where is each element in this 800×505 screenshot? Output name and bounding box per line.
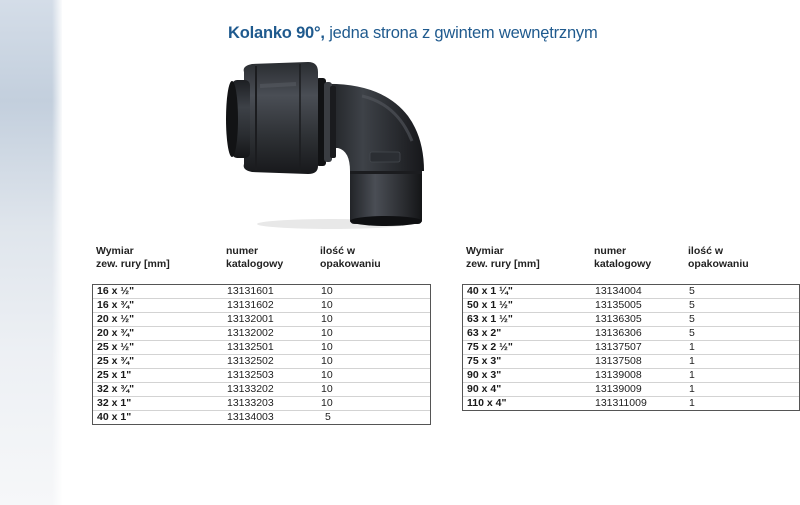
catalog-cell: 13139009	[595, 383, 642, 395]
catalog-cell: 13132503	[227, 369, 274, 381]
quantity-cell: 5	[689, 327, 695, 339]
quantity-cell: 1	[689, 341, 695, 353]
catalog-cell: 13132002	[227, 327, 274, 339]
size-cell: 63 x 1 ½"	[467, 313, 513, 325]
header-size: Wymiar zew. rury [mm]	[466, 245, 540, 270]
page-title-rest: jedna strona z gwintem wewnętrznym	[329, 24, 598, 42]
table-row	[463, 299, 799, 313]
catalog-cell: 13136306	[595, 327, 642, 339]
table-row	[463, 369, 799, 383]
size-cell: 16 x ¾"	[97, 299, 135, 311]
catalog-cell: 13135005	[595, 299, 642, 311]
size-cell: 75 x 2 ½"	[467, 341, 513, 353]
catalog-cell: 13131602	[227, 299, 274, 311]
catalog-cell: 13139008	[595, 369, 642, 381]
quantity-cell: 10	[321, 299, 333, 311]
table-row	[93, 313, 430, 327]
quantity-cell: 1	[689, 383, 695, 395]
size-cell: 20 x ¾"	[97, 327, 135, 339]
quantity-cell: 10	[321, 397, 333, 409]
catalog-cell: 13132001	[227, 313, 274, 325]
size-cell: 20 x ½"	[97, 313, 135, 325]
catalog-cell: 13132501	[227, 341, 274, 353]
size-cell: 32 x ¾"	[97, 383, 135, 395]
header-quantity: ilość w opakowaniu	[320, 245, 381, 270]
table-row	[463, 383, 799, 397]
quantity-cell: 10	[321, 355, 333, 367]
size-cell: 25 x ½"	[97, 341, 135, 353]
size-cell: 25 x ¾"	[97, 355, 135, 367]
quantity-cell: 10	[321, 313, 333, 325]
table-row	[463, 397, 799, 410]
table-row	[93, 327, 430, 341]
quantity-cell: 10	[321, 369, 333, 381]
catalog-cell: 13137508	[595, 355, 642, 367]
size-cell: 90 x 3"	[467, 369, 502, 381]
table-row	[463, 285, 799, 299]
page-title	[228, 24, 598, 43]
elbow-fitting-image	[212, 56, 437, 231]
header-quantity: ilość w opakowaniu	[688, 245, 749, 270]
quantity-cell: 5	[689, 285, 695, 297]
table-row	[463, 341, 799, 355]
quantity-cell: 1	[689, 355, 695, 367]
quantity-cell: 1	[689, 369, 695, 381]
table-row	[93, 369, 430, 383]
table-row	[93, 355, 430, 369]
table-row	[463, 313, 799, 327]
table-body	[462, 284, 800, 411]
size-cell: 75 x 3"	[467, 355, 502, 367]
size-cell: 25 x 1"	[97, 369, 132, 381]
catalog-cell: 13131601	[227, 285, 274, 297]
decorative-side-band	[0, 0, 62, 505]
page-title-bold: Kolanko 90°,	[228, 24, 325, 42]
size-cell: 16 x ½"	[97, 285, 135, 297]
quantity-cell: 1	[689, 397, 695, 409]
catalog-cell: 13137507	[595, 341, 642, 353]
table-header	[462, 245, 800, 281]
catalog-cell: 13133203	[227, 397, 274, 409]
size-cell: 90 x 4"	[467, 383, 502, 395]
size-table-left	[92, 245, 431, 425]
header-catalog: numer katalogowy	[594, 245, 652, 270]
catalog-cell: 13133202	[227, 383, 274, 395]
header-size: Wymiar zew. rury [mm]	[96, 245, 170, 270]
catalog-cell: 13132502	[227, 355, 274, 367]
size-cell: 50 x 1 ½"	[467, 299, 513, 311]
quantity-cell: 10	[321, 327, 333, 339]
size-table-right	[462, 245, 800, 411]
quantity-cell: 10	[321, 285, 333, 297]
catalog-cell: 131311009	[595, 397, 647, 409]
size-cell: 40 x 1 ¼"	[467, 285, 513, 297]
catalog-cell: 13136305	[595, 313, 642, 325]
size-cell: 40 x 1"	[97, 411, 132, 423]
quantity-cell: 5	[325, 411, 331, 423]
table-row	[93, 383, 430, 397]
header-catalog: numer katalogowy	[226, 245, 284, 270]
table-row	[93, 411, 430, 424]
table-row	[463, 327, 799, 341]
size-cell: 110 x 4"	[467, 397, 507, 409]
size-cell: 32 x 1"	[97, 397, 132, 409]
catalog-cell: 13134004	[595, 285, 642, 297]
size-cell: 63 x 2"	[467, 327, 502, 339]
table-row	[93, 397, 430, 411]
table-row	[93, 299, 430, 313]
quantity-cell: 10	[321, 341, 333, 353]
quantity-cell: 5	[689, 313, 695, 325]
table-header	[92, 245, 431, 281]
table-row	[463, 355, 799, 369]
table-row	[93, 341, 430, 355]
table-body	[92, 284, 431, 425]
catalog-cell: 13134003	[227, 411, 274, 423]
table-row	[93, 285, 430, 299]
quantity-cell: 10	[321, 383, 333, 395]
quantity-cell: 5	[689, 299, 695, 311]
